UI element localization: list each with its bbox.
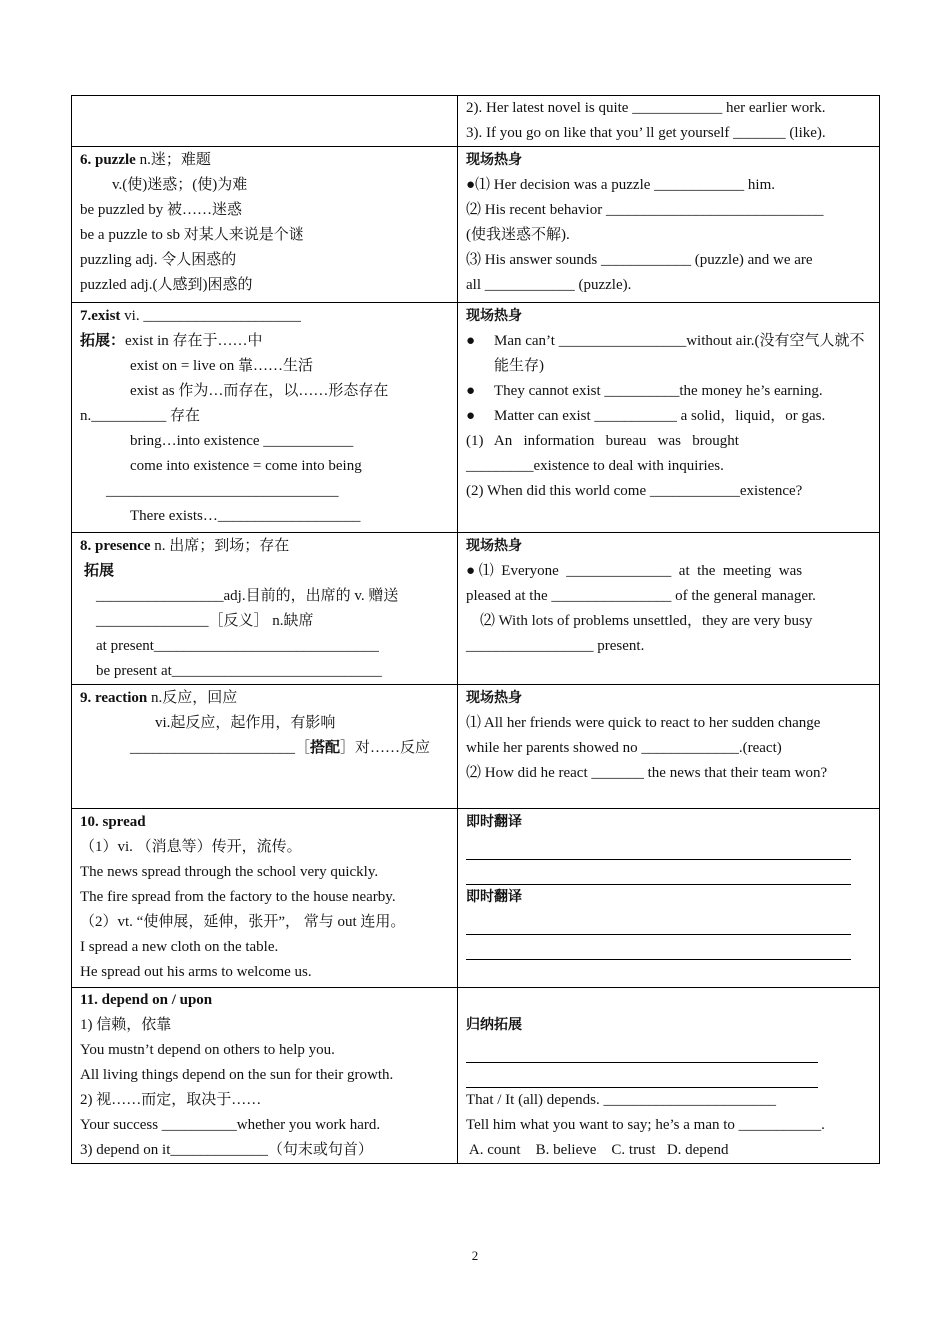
exercise-line: ● Matter can exist ___________ a solid，liquid，or gas.: [466, 404, 871, 429]
entry-heading: [80, 534, 449, 559]
text-line: All living things depend on the sun for their growth.: [80, 1067, 394, 1083]
right-cell: [458, 809, 880, 988]
bullet-icon: ●: [466, 383, 476, 399]
section-heading: 即时翻译: [466, 814, 522, 830]
exercise-line: ● ⑴ Everyone ______________ at the meeting was: [466, 563, 803, 579]
collocation-label: 搭配: [310, 740, 341, 756]
answer-blank[interactable]: [466, 860, 851, 885]
table-row: [72, 96, 880, 147]
table-row: [72, 988, 880, 1164]
text-line: You mustn’t depend on others to help you.: [80, 1042, 335, 1058]
text-line: The fire spread from the factory to the house nearby.: [80, 889, 396, 905]
entry-word: 7.exist: [80, 308, 121, 324]
section-heading: 归纳拓展: [466, 1017, 522, 1033]
exercise-line: _________________ present.: [466, 638, 645, 654]
text-line: There exists…___________________: [130, 508, 361, 524]
entry-heading: [80, 148, 449, 173]
exercise-line: _________existence to deal with inquiries.: [466, 458, 724, 474]
text-line: Your success __________whether you work hard.: [80, 1117, 381, 1133]
left-cell: [72, 809, 458, 988]
exercise-line: (2) When did this world come ____________existence?: [466, 483, 803, 499]
exercise-line: (使我迷惑不解).: [466, 227, 570, 243]
text-line: n.__________ 存在: [80, 408, 201, 424]
entry-heading: [80, 686, 449, 711]
right-cell: [458, 147, 880, 303]
exercise-line: That / It (all) depends. _______________________: [466, 1092, 776, 1108]
entry-meaning: vi. _____________________: [120, 308, 301, 324]
left-cell: [72, 147, 458, 303]
bullet-icon: ●: [466, 333, 476, 349]
text-line: _________________adj.目前的，出席的 v. 赠送: [96, 588, 399, 604]
exercise-line: all ____________ (puzzle).: [466, 277, 632, 293]
answer-blank[interactable]: [466, 1038, 818, 1063]
left-cell: [72, 988, 458, 1164]
text-line: ______________________［搭配］对……反应: [130, 740, 431, 756]
exercise-line: while her parents showed no _____________.(react): [466, 740, 782, 756]
right-cell: [458, 96, 880, 147]
exercise-line: Tell him what you want to say; he’s a man to ___________.: [466, 1117, 825, 1133]
left-cell: [72, 533, 458, 685]
text-line: puzzled adj.(人感到)困惑的: [80, 277, 253, 293]
exercise-line: ●⑴ Her decision was a puzzle ____________ him.: [466, 177, 775, 193]
text-line: I spread a new cloth on the table.: [80, 939, 279, 955]
text-line: vi.起反应，起作用，有影响: [155, 715, 336, 731]
right-cell: [458, 685, 880, 809]
text-line: puzzling adj. 令人困惑的: [80, 252, 237, 268]
text-line: _______________________________: [106, 483, 339, 499]
exercise-line: ⑶ His answer sounds ____________ (puzzle) and we are: [466, 252, 813, 268]
entry-meaning: n. 出席；到场；存在: [150, 538, 290, 554]
options-line: A. count B. believe C. trust D. depend: [466, 1142, 729, 1158]
answer-blank[interactable]: [466, 910, 851, 935]
right-cell: [458, 533, 880, 685]
table-row: [72, 147, 880, 303]
right-cell: [458, 988, 880, 1164]
text-line: be present at____________________________: [96, 663, 382, 679]
section-heading: 现场热身: [466, 690, 522, 706]
table-row: [72, 533, 880, 685]
section-heading: 即时翻译: [466, 889, 522, 905]
section-heading: 现场热身: [466, 308, 522, 324]
text-line: 1) 信赖，依靠: [80, 1017, 172, 1033]
entry-word: 8. presence: [80, 538, 151, 554]
section-heading: 现场热身: [466, 152, 522, 168]
text-line: The news spread through the school very quickly.: [80, 864, 379, 880]
entry-word: 11. depend on / upon: [80, 992, 213, 1008]
text-line: v.(使)迷惑；(使)为难: [112, 177, 248, 193]
left-cell: [72, 303, 458, 533]
bullet-icon: ●: [466, 408, 476, 424]
exercise-line: ⑵ How did he react _______ the news that their team won?: [466, 765, 828, 781]
text-line: be a puzzle to sb 对某人来说是个谜: [80, 227, 304, 243]
expand-label: 拓展: [84, 563, 115, 579]
exercise-line: (1) An information bureau was brought: [466, 433, 739, 449]
text-line: 2) 视……而定，取决于……: [80, 1092, 262, 1108]
text-line: bring…into existence ____________: [130, 433, 354, 449]
answer-blank[interactable]: [466, 1063, 818, 1088]
text-line: exist as 作为…而存在，以……形态存在: [130, 383, 389, 399]
page-number: 2: [471, 1248, 479, 1263]
text-line: _______________［反义］ n.缺席: [96, 613, 314, 629]
table-row: [72, 685, 880, 809]
text-line: come into existence = come into being: [130, 458, 362, 474]
entry-word: 10. spread: [80, 814, 146, 830]
exercise-line: ● They cannot exist __________the money he’s earning.: [466, 379, 871, 404]
right-cell: [458, 303, 880, 533]
answer-blank[interactable]: [466, 835, 851, 860]
exercise-line: ● Man can’t _________________without air.(没有空气人就不能生存): [466, 329, 871, 379]
answer-blank[interactable]: [466, 935, 851, 960]
text-line: 3) depend on it_____________（句末或句首）: [80, 1142, 373, 1158]
entry-meaning: n.反应，回应: [147, 690, 238, 706]
text-line: be puzzled by 被……迷惑: [80, 202, 243, 218]
left-cell: [72, 96, 458, 147]
text-line: （1）vi. （消息等）传开，流传。: [80, 839, 302, 855]
text-line: 2). Her latest novel is quite ____________ her earlier work.: [466, 100, 826, 116]
table-row: [72, 809, 880, 988]
entry-heading: [80, 304, 449, 329]
entry-word: 9. reaction: [80, 690, 148, 706]
table-row: [72, 303, 880, 533]
exercise-line: ⑴ All her friends were quick to react to her sudden change: [466, 715, 821, 731]
exercise-line: ⑵ His recent behavior _____________________________: [466, 202, 824, 218]
text-line: 3). If you go on like that you’ ll get yourself _______ (like).: [466, 125, 826, 141]
exercise-line: pleased at the ________________ of the general manager.: [466, 588, 816, 604]
text-line: [80, 329, 449, 354]
entry-word: 6. puzzle: [80, 152, 136, 168]
worksheet-table: [71, 95, 880, 1164]
text-line: at present______________________________: [96, 638, 379, 654]
expand-label: 拓展：: [80, 333, 126, 349]
expand-text: exist in 存在于……中: [125, 333, 263, 349]
left-cell: [72, 685, 458, 809]
text-line: （2）vt. “使伸展，延伸，张开”， 常与 out 连用。: [80, 914, 406, 930]
section-heading: 现场热身: [466, 538, 522, 554]
text-line: exist on = live on 靠……生活: [130, 358, 314, 374]
exercise-line: ⑵ With lots of problems unsettled，they are very busy: [480, 613, 813, 629]
entry-meaning: n.迷；难题: [135, 152, 211, 168]
text-line: He spread out his arms to welcome us.: [80, 964, 312, 980]
